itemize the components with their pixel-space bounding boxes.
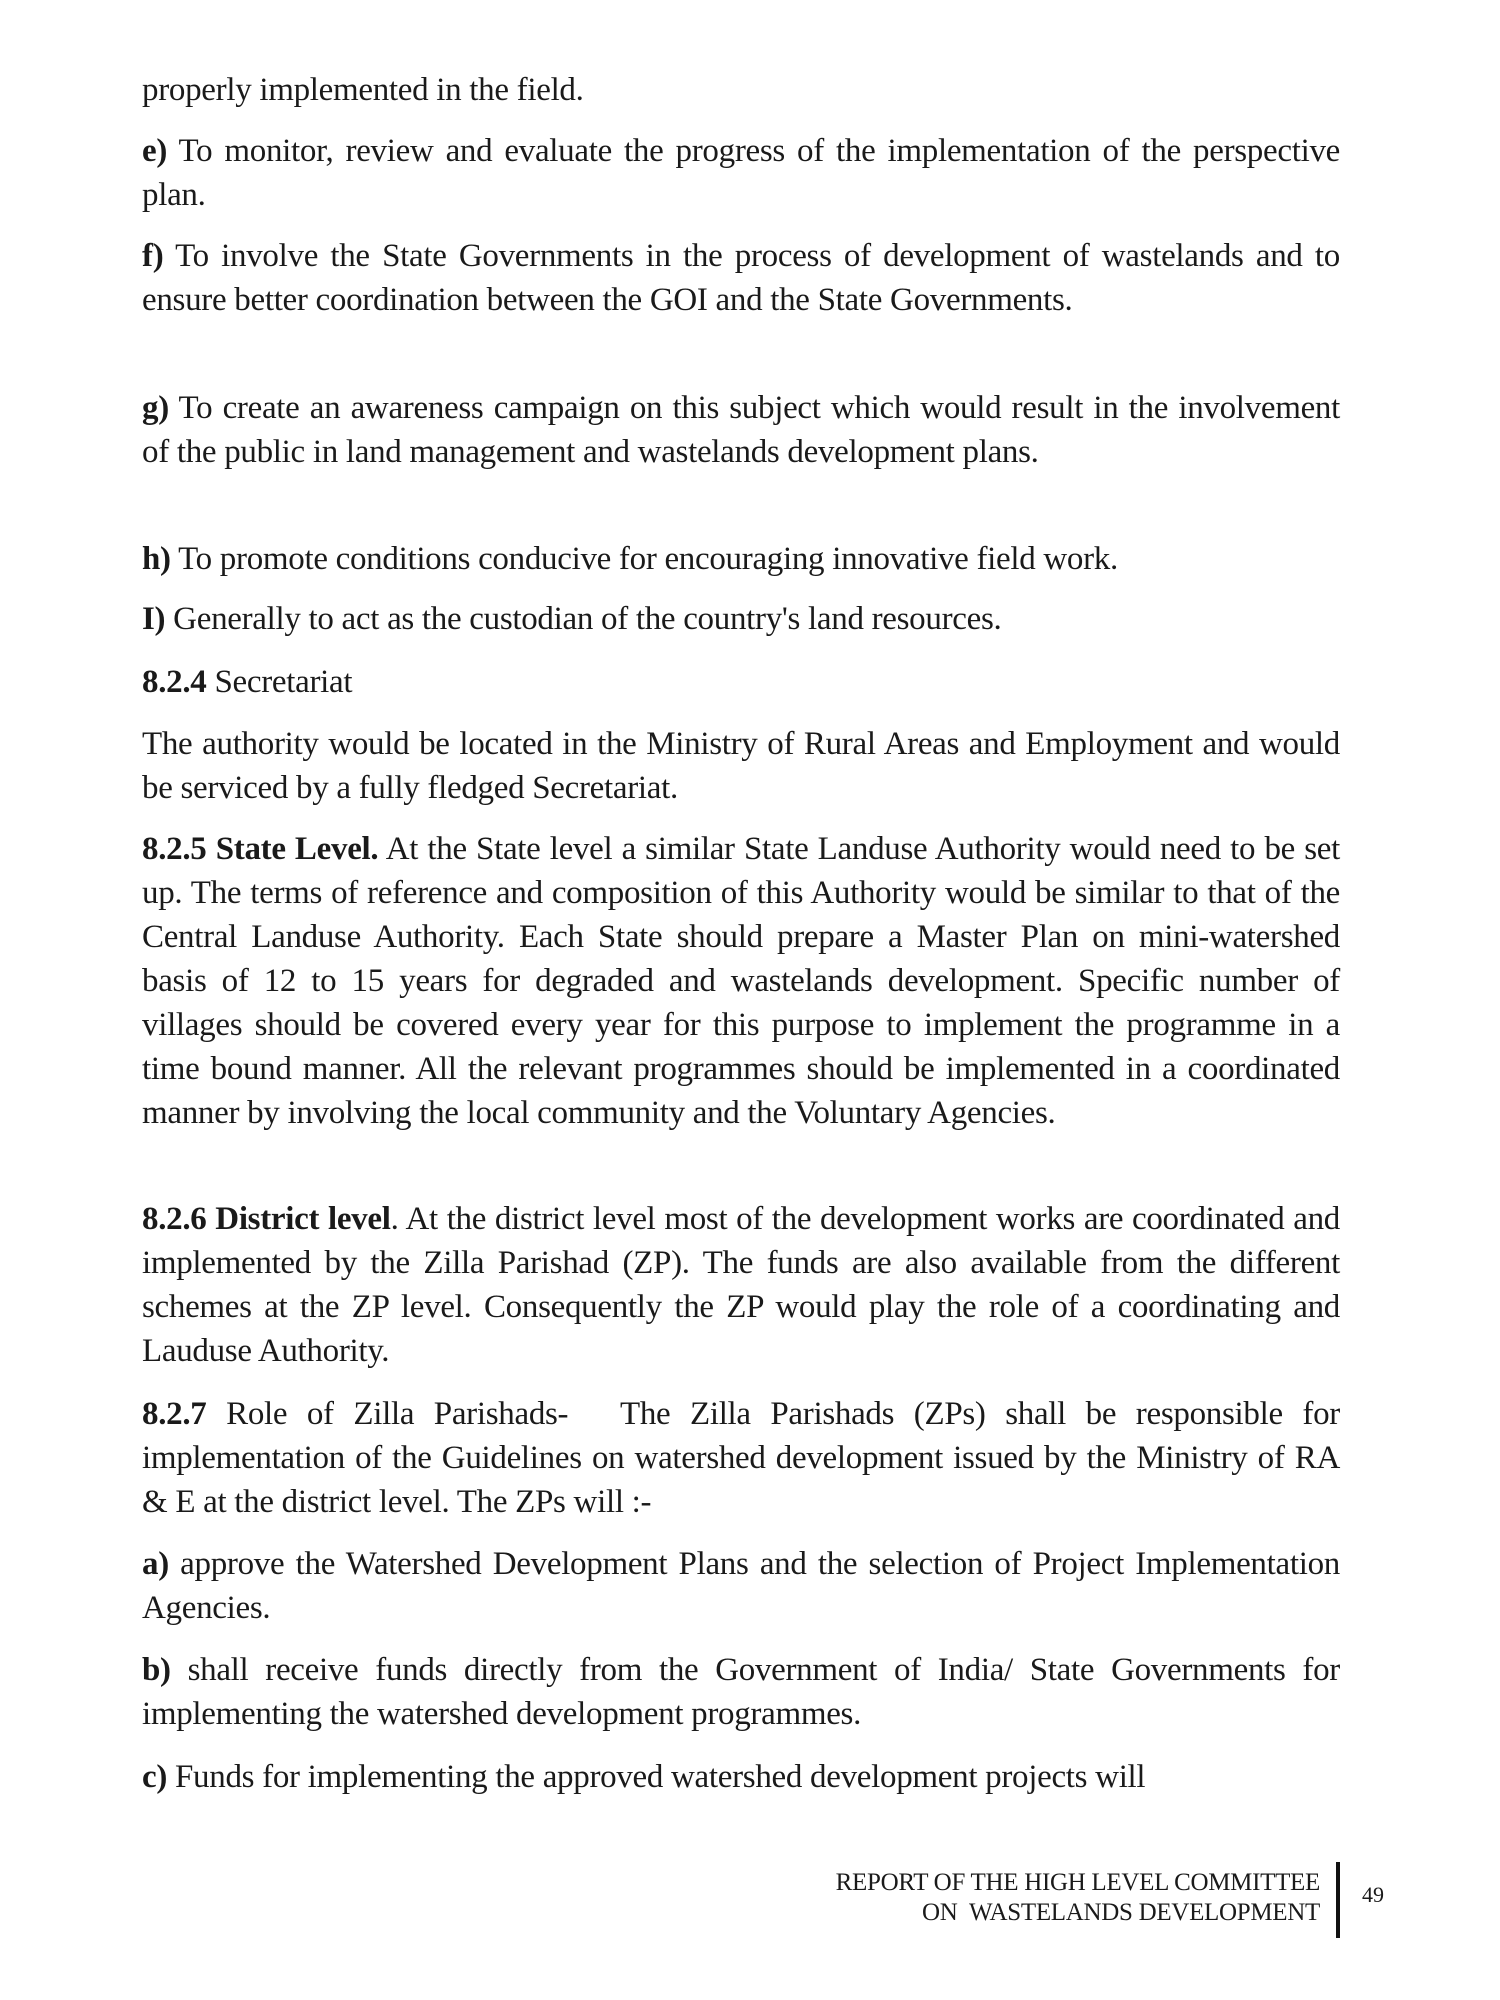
paragraph-h xyxy=(142,537,1340,581)
footer-line-2: ON WASTELANDS DEVELOPMENT xyxy=(922,1899,1320,1926)
paragraph-8-2-7 xyxy=(142,1392,1340,1524)
paragraph-8-2-5 xyxy=(142,827,1340,1135)
paragraph-c xyxy=(142,1755,1340,1799)
para-label: 8.2.4 xyxy=(142,664,207,700)
para-text: The authority would be located in the Ministry of Rural Areas and Employment and would be serviced by a fully fledged Secretariat. xyxy=(142,726,1340,806)
para-label: 8.2.5 State Level. xyxy=(142,831,379,867)
para-label: e) xyxy=(142,133,168,169)
para-text: At the State level a similar State Landuse Authority would need to be set up. The terms of reference and composition of this Authority would be similar to that of the Central Landuse Authority. Each State should prepare a Master Plan on mini-watershed basis of 12 to 15 years for degraded and wastelands development. Specific number of villages should be covered every year for this purpose to implement the programme in a time bound manner. All the relevant programmes should be implemented in a coordinated manner by involving the local community and the Voluntary Agencies. xyxy=(142,831,1340,1131)
footer-line-1: REPORT OF THE HIGH LEVEL COMMITTEE xyxy=(835,1869,1320,1896)
para-text: To monitor, review and evaluate the progress of the implementation of the perspective plan. xyxy=(142,133,1340,213)
heading-8-2-4 xyxy=(142,660,1340,704)
para-text: Generally to act as the custodian of the country's land resources. xyxy=(165,601,1002,637)
para-text: . At the district level most of the development works are coordinated and implemented by the Zilla Parishad (ZP). The funds are also available from the different schemes at the ZP level. Consequently the ZP would play the role of a coordinating and Lauduse Authority. xyxy=(142,1201,1341,1369)
para-label: b) xyxy=(142,1652,171,1688)
running-footer xyxy=(836,1868,1320,1928)
para-text: To involve the State Governments in the process of development of wastelands and to ensure better coordination between the GOI and the State Governments. xyxy=(142,238,1340,318)
para-text: approve the Watershed Development Plans and the selection of Project Implementation Agencies. xyxy=(142,1546,1340,1626)
paragraph-secretariat xyxy=(142,722,1340,810)
para-label: c) xyxy=(142,1759,168,1795)
para-label: a) xyxy=(142,1546,169,1582)
paragraph-e xyxy=(142,129,1340,217)
paragraph-b xyxy=(142,1648,1340,1736)
para-text: Funds for implementing the approved watershed development projects will xyxy=(167,1759,1146,1795)
paragraph-continuation xyxy=(142,68,1340,112)
para-label: 8.2.6 District level xyxy=(142,1201,391,1237)
para-label: g) xyxy=(142,390,169,426)
para-label: f) xyxy=(142,238,164,274)
paragraph-i xyxy=(142,597,1340,641)
para-label: h) xyxy=(142,541,171,577)
page-number: 49 xyxy=(1362,1882,1384,1907)
footer-divider xyxy=(1336,1862,1340,1938)
para-label: 8.2.7 xyxy=(142,1396,207,1432)
para-text: properly implemented in the field. xyxy=(142,72,584,108)
paragraph-f xyxy=(142,234,1340,322)
paragraph-g xyxy=(142,386,1340,474)
para-text: Secretariat xyxy=(206,664,353,700)
para-text: Role of Zilla Parishads- The Zilla Parishads (ZPs) shall be responsible for implementation of the Guidelines on watershed development issued by the Ministry of RA & E at the district level. The ZPs will :- xyxy=(142,1396,1340,1520)
para-label: I) xyxy=(142,601,166,637)
para-text: To promote conditions conducive for encouraging innovative field work. xyxy=(170,541,1118,577)
paragraph-8-2-6 xyxy=(142,1197,1340,1373)
para-text: shall receive funds directly from the Government of India/ State Governments for implementing the watershed development programmes. xyxy=(142,1652,1340,1732)
paragraph-a xyxy=(142,1542,1340,1630)
para-text: To create an awareness campaign on this subject which would result in the involvement of the public in land management and wastelands development plans. xyxy=(142,390,1340,470)
